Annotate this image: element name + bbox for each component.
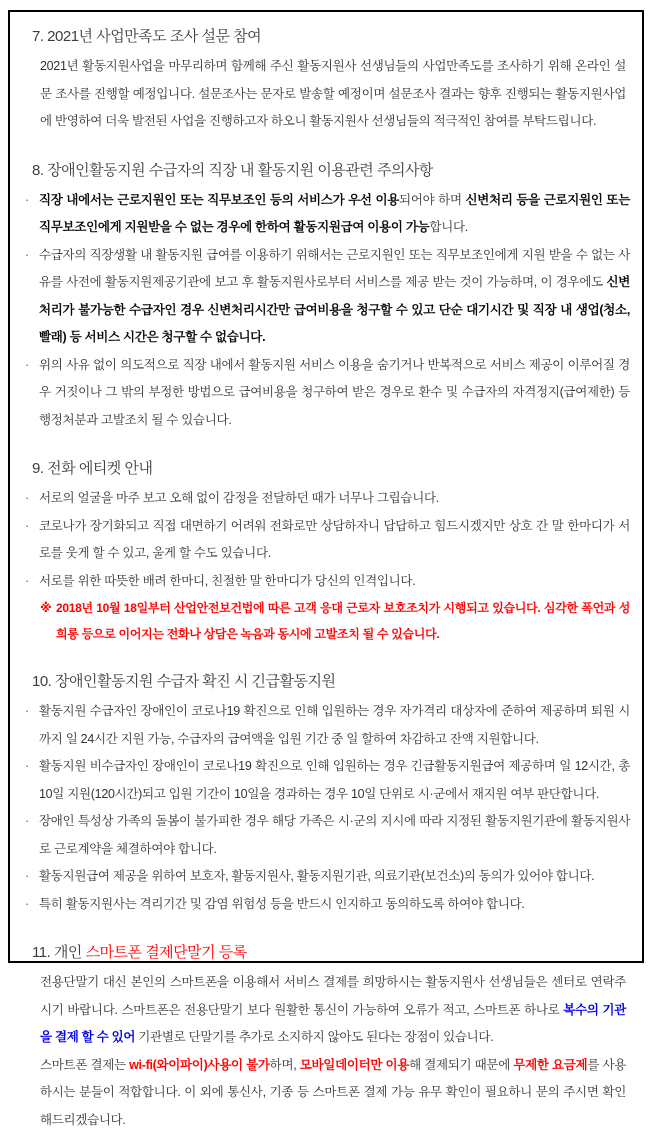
text-segment: 위의 사유 없이 의도적으로 직장 내에서 활동지원 서비스 이용을 숨기거나 반복적으로 서비스 제공이 이루어질 경우 거짓이나 그 밖의 부정한 방법으로 급여비용을 청구하여 받은 경우로 환수 및 수급자의 자격정지(급여제한) 등 행정처분과 고발조치 될 수 있습니다. [39,358,630,427]
paragraph [40,969,626,1052]
text-segment: 무제한 요금제 [513,1058,587,1072]
bullet-item [24,891,630,919]
bullet-item [24,513,630,568]
text-segment: 10. 장애인활동지원 수급자 확진 시 긴급활동지원 [32,673,336,690]
text-segment: 하며, [270,1058,300,1072]
text-segment: 활동지원 수급자인 장애인이 코로나19 확진으로 인해 입원하는 경우 자가격리 대상자에 준하여 제공하며 퇴원 시까지 일 24시간 지원 가능, 수급자의 급여액을 입원 기간 중 일 할하여 차감하고 잔액 지원합니다. [39,704,630,746]
text-segment: 해 결제되기 때문에 [409,1058,513,1072]
bullet-marker-icon: · [25,808,29,836]
document-page [8,10,644,963]
text-segment: 서로를 위한 따뜻한 배려 한마디, 친절한 말 한마디가 당신의 인격입니다. [39,574,415,588]
text-segment: 11. 개인 [32,944,86,961]
section-title [32,670,632,693]
bullet-marker-icon: · [25,753,29,781]
section-title [32,25,632,48]
paragraph [40,1052,626,1134]
text-segment: 서로의 얼굴을 마주 보고 오해 없이 감정을 전달하던 때가 너무나 그립습니다. [39,491,439,505]
text-segment: 특히 활동지원사는 격리기간 및 감염 위험성 등을 반드시 인지하고 동의하도록 하여야 합니다. [39,897,525,911]
text-segment: 신변처리 등을 근로지원인 또는 직무보조인에게 지원받을 수 없는 경우에 한하여 활동지원급여 이용이 가능 [39,193,630,235]
text-segment: 코로나가 장기화되고 직접 대면하기 어려워 전화로만 상담하자니 답답하고 힘드시겠지만 상호 간 말 한마디가 서로를 웃게 할 수 있고, 울게 할 수도 있습니다. [39,519,630,561]
bullet-item [24,187,630,242]
text-segment: 모바일데이터만 이용 [300,1058,409,1072]
text-segment: 2021년 활동지원사업을 마무리하며 함께해 주신 활동지원사 선생님들의 사업만족도를 조사하기 위해 온라인 설문 조사를 진행할 예정입니다. 설문조사는 문자로 발송할 예정이며 설문조사 결과는 향후 진행되는 활동지원사업에 반영하여 더욱 발전된 사업을 진행하고자 하오니 활동지원사 선생님들의 적극적인 참여를 부탁드립니다. [40,59,626,128]
bullet-item [24,485,630,513]
text-segment: 전용단말기 대신 본인의 스마트폰을 이용해서 서비스 결제를 희망하시는 활동지원사 선생님들은 센터로 연락주시기 바랍니다. 스마트폰은 전용단말기 보다 원활한 통신이 가능하여 오류가 적고, 스마트폰 하나로 [40,975,626,1017]
text-segment: 9. 전화 에티켓 안내 [32,460,152,477]
bullet-marker-icon: · [25,352,29,380]
section-7-survey [20,25,632,136]
bullet-marker-icon: · [25,242,29,270]
bullet-item [24,568,630,596]
section-9-phone-etiquette [20,457,632,647]
bullet-item [24,863,630,891]
bullet-item [24,808,630,863]
text-segment: 스마트폰 결제단말기 등록 [86,944,247,961]
text-segment: 기관별로 단말기를 추가로 소지하지 않아도 된다는 장점이 있습니다. [135,1030,493,1044]
bullet-item [24,242,630,352]
text-segment: 합니다. [429,220,468,234]
text-segment: 복수의 기관을 결제 할 수 있어 [40,1003,626,1045]
section-11-smartphone-terminal [20,941,632,1134]
bullet-marker-icon: · [25,485,29,513]
text-segment: 2018년 10월 18일부터 산업안전보건법에 따른 고객 응대 근로자 보호조치가 시행되고 있습니다. 심각한 폭언과 성희롱 등으로 이어지는 전화나 상담은 녹음과 동시에 고발조치 될 수 있습니다. [56,601,630,641]
section-title [32,457,632,480]
text-segment: 장애인 특성상 가족의 돌봄이 불가피한 경우 해당 가족은 시·군의 지시에 따라 지정된 활동지원기관에 활동지원사로 근로계약을 체결하여야 합니다. [39,814,630,856]
bullet-marker-icon: · [25,568,29,596]
bullet-marker-icon: · [25,513,29,541]
bullet-marker-icon: · [25,891,29,919]
bullet-item [24,352,630,435]
text-segment: 되어야 하며 [399,193,465,207]
text-segment: 8. 장애인활동지원 수급자의 직장 내 활동지원 이용관련 주의사항 [32,162,433,179]
bullet-item [24,753,630,808]
bullet-marker-icon: · [25,698,29,726]
section-10-emergency-support [20,670,632,918]
text-segment: 7. 2021년 사업만족도 조사 설문 참여 [32,28,261,45]
text-segment: 수급자의 직장생활 내 활동지원 급여를 이용하기 위해서는 근로지원인 또는 직무보조인에게 지원 받을 수 없는 사유를 사전에 활동지원제공기관에 보고 후 활동지원사로부터 서비스를 제공 받는 것이 가능하며, 이 경우에도 [39,248,630,290]
section-title [32,941,632,964]
bullet-marker-icon: · [25,863,29,891]
text-segment: 활동지원급여 제공을 위하여 보호자, 활동지원사, 활동지원기관, 의료기관(보건소)의 동의가 있어야 합니다. [39,869,594,883]
reference-mark-icon: ※ [40,595,51,621]
bullet-item [24,698,630,753]
section-title [32,159,632,182]
text-segment: 신변처리가 불가능한 수급자인 경우 신변처리시간만 급여비용을 청구할 수 있고 단순 대기시간 및 직장 내 생업(청소, 빨래) 등 서비스 시간은 청구할 수 없습니다. [39,275,630,344]
text-segment: 직장 내에서는 근로지원인 또는 직무보조인 등의 서비스가 우선 이용 [39,193,399,207]
bullet-marker-icon: · [25,187,29,215]
text-segment: 활동지원 비수급자인 장애인이 코로나19 확진으로 인해 입원하는 경우 긴급활동지원급여 제공하며 일 12시간, 총 10일 지원(120시간)되고 입원 기간이 10일을 경과하는 경우 10일 단위로 시·군에서 재지원 여부 판단합니다. [39,759,630,801]
section-8-workplace-caution [20,159,632,435]
text-segment: 를 사용하시는 분들이 적합합니다. 이 외에 통신사, 기종 등 스마트폰 결제 가능 유무 확인이 필요하니 문의 주시면 확인해드리겠습니다. [40,1058,626,1127]
alert-note [40,595,630,647]
text-segment: 스마트폰 결제는 [40,1058,129,1072]
text-segment: wi-fi(와이파이)사용이 불가 [129,1058,270,1072]
paragraph [40,53,626,136]
